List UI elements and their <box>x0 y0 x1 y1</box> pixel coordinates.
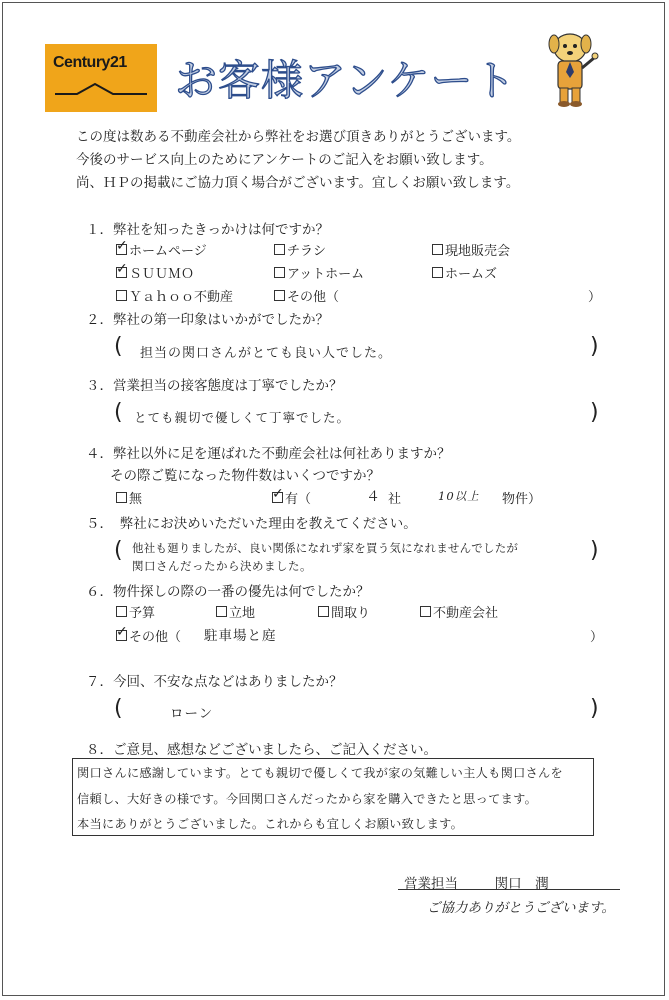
q2-answer: 担当の関口さんがとても良い人でした。 <box>140 346 393 361</box>
q1-option-yahoo[interactable] <box>116 286 233 305</box>
q1-option-other[interactable] <box>274 286 339 305</box>
option-label: ホームページ <box>129 244 207 259</box>
q3-answer: とても親切で優しくて丁寧でした。 <box>134 410 351 425</box>
open-paren: ( <box>114 334 123 359</box>
intro-line: 尚、ＨＰの掲載にご協力頂く場合がございます。宜しくお願い致します。 <box>76 175 520 191</box>
option-label: 間取り <box>331 606 371 621</box>
checkbox[interactable] <box>274 290 285 301</box>
intro-line: この度は数ある不動産会社から弊社をお選び頂きありがとうございます。 <box>76 129 521 145</box>
q4-properties-unit: 物件） <box>502 492 542 507</box>
q1-question: １．弊社を知ったきっかけは何ですか？ <box>86 222 329 238</box>
q1-option-open-house[interactable] <box>432 240 510 259</box>
q1-option-homepage[interactable] <box>116 240 207 259</box>
intro-text <box>76 126 520 195</box>
q1-option-athome[interactable] <box>274 263 364 282</box>
q4-companies-count: ４ <box>366 489 381 505</box>
q5-answer-line1: 他社も廻りましたが、良い関係になれず家を買う気になれませんでしたが <box>132 541 519 555</box>
checkbox-checked[interactable] <box>272 492 283 503</box>
q6-close-paren: ） <box>590 630 604 645</box>
option-label: ホームズ <box>445 267 498 282</box>
checkbox[interactable] <box>274 244 285 255</box>
open-paren: ( <box>114 696 123 721</box>
close-paren: ) <box>590 400 599 425</box>
option-label: その他（ <box>129 630 182 645</box>
q1-option-homes[interactable] <box>432 263 497 282</box>
checkbox[interactable] <box>432 267 443 278</box>
q4-question2: その際ご覧になった物件数はいくつですか？ <box>110 468 380 484</box>
checkbox-checked[interactable] <box>116 630 127 641</box>
comment-line: 信頼し、大好きの様です。今回関口さんだったから家を購入できたと思ってます。 <box>77 792 538 806</box>
q1-option-suumo[interactable] <box>116 263 194 282</box>
open-paren: ( <box>114 400 123 425</box>
option-label: その他（ <box>287 290 340 305</box>
q6-option-other[interactable] <box>116 626 181 645</box>
logo-text: Century21 <box>53 54 127 71</box>
comment-line: 関口さんに感謝しています。とても親切で優しくて我が家の気難しい主人も関口さんを <box>77 766 564 780</box>
q3-question: ３．営業担当の接客態度は丁寧でしたか？ <box>86 378 343 394</box>
option-label: 有（ <box>285 492 312 507</box>
q6-option-layout[interactable] <box>318 602 370 621</box>
q4-properties-count: 10以上 <box>438 489 480 503</box>
q6-other-answer: 駐車場と庭 <box>204 628 277 644</box>
close-paren: ) <box>590 538 599 563</box>
staff-underline <box>398 889 620 890</box>
q7-answer: ローン <box>170 706 214 722</box>
checkbox[interactable] <box>116 290 127 301</box>
checkbox[interactable] <box>116 492 127 503</box>
checkbox[interactable] <box>274 267 285 278</box>
q5-answer-line2: 関口さんだったから決めました。 <box>132 559 312 573</box>
checkbox[interactable] <box>432 244 443 255</box>
option-label: 不動産会社 <box>433 606 499 621</box>
option-label: Ｙａｈｏｏ不動産 <box>129 290 234 305</box>
page-title: お客様アンケート <box>175 56 517 105</box>
checkbox[interactable] <box>318 606 329 617</box>
option-label: 予算 <box>129 606 156 621</box>
option-label: アットホーム <box>287 267 365 282</box>
q6-option-agency[interactable] <box>420 602 498 621</box>
comment-line: 本当にありがとうございました。これからも宜しくお願い致します。 <box>77 817 464 831</box>
open-paren: ( <box>114 538 123 563</box>
checkbox[interactable] <box>420 606 431 617</box>
q8-question: ８．ご意見、感想などございましたら、ご記入ください。 <box>86 742 437 758</box>
q4-companies-unit: 社 <box>388 492 402 507</box>
q5-question: ５． 弊社にお決めいただいた理由を教えてください。 <box>86 516 417 532</box>
q6-option-budget[interactable] <box>116 602 155 621</box>
q6-question: ６．物件探しの際の一番の優先は何でしたか？ <box>86 584 370 600</box>
q1-option-flyer[interactable] <box>274 240 326 259</box>
close-paren: ) <box>590 334 599 359</box>
close-paren: ) <box>590 696 599 721</box>
staff-name: 関口 潤 <box>494 876 549 892</box>
option-label: 立地 <box>229 606 256 621</box>
comment-box <box>72 758 594 836</box>
option-label: 現地販売会 <box>445 244 511 259</box>
q4-option-none[interactable] <box>116 488 142 507</box>
q2-question: ２．弊社の第一印象はいかがでしたか？ <box>86 312 329 328</box>
mascot-dog-icon <box>540 28 602 108</box>
q4-option-yes[interactable] <box>272 488 311 507</box>
option-label: ＳＵＵＭＯ <box>129 267 195 282</box>
checkbox[interactable] <box>216 606 227 617</box>
q6-option-location[interactable] <box>216 602 255 621</box>
q7-question: ７．今回、不安な点などはありましたか？ <box>86 674 343 690</box>
checkbox-checked[interactable] <box>116 244 127 255</box>
logo-house-icon <box>55 82 147 96</box>
intro-line: 今後のサービス向上のためにアンケートのご記入をお願い致します。 <box>76 152 493 168</box>
q1-close-paren: ） <box>588 290 602 305</box>
checkbox[interactable] <box>116 606 127 617</box>
staff-label: 営業担当 <box>404 876 458 892</box>
option-label: 無 <box>129 492 143 507</box>
century21-logo <box>45 44 157 112</box>
option-label: チラシ <box>287 244 327 259</box>
q4-question: ４．弊社以外に足を運ばれた不動産会社は何社ありますか？ <box>86 446 451 462</box>
checkbox-checked[interactable] <box>116 267 127 278</box>
thanks-text: ご協力ありがとうございます。 <box>427 900 615 916</box>
